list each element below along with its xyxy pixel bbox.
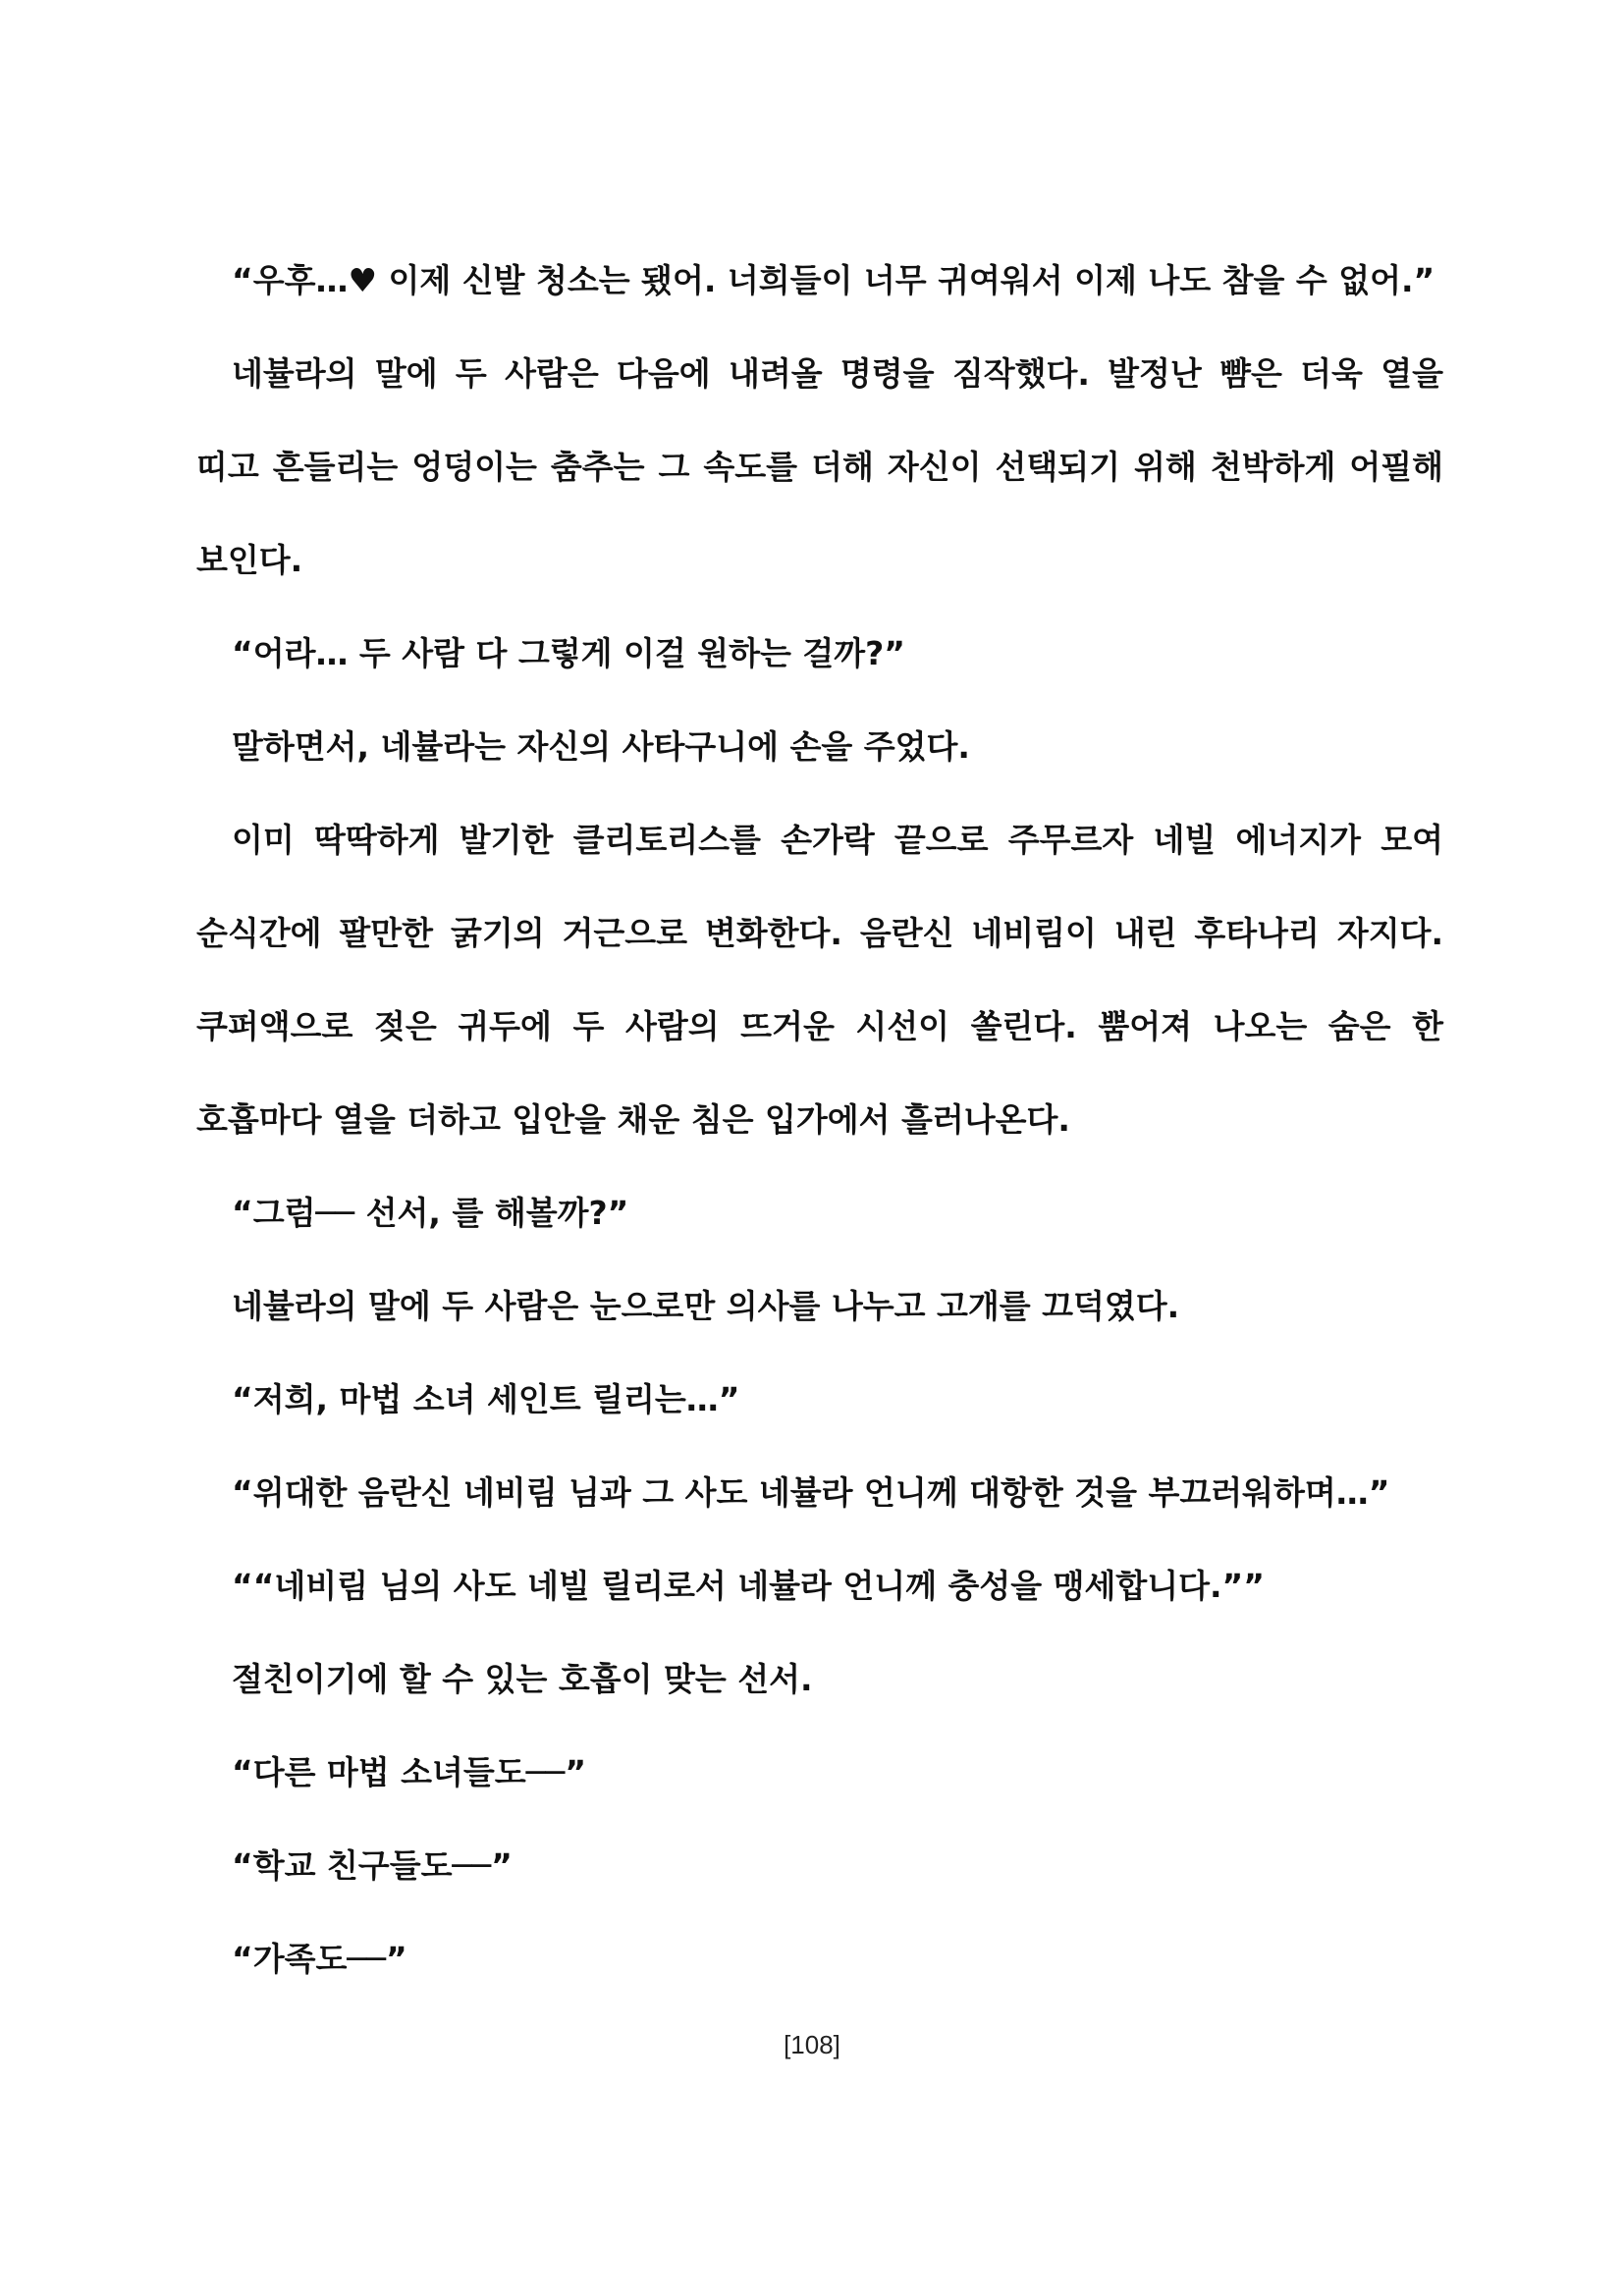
paragraph: 네뷸라의 말에 두 사람은 다음에 내려올 명령을 짐작했다. 발정난 뺨은 더욱 열을 띠고 흔들리는 엉덩이는 춤추는 그 속도를 더해 자신이 선택되기 위해 천박하게 어필해 보인다. xyxy=(196,354,1443,579)
paragraph: ““네비림 님의 사도 네빌 릴리로서 네뷸라 언니께 충성을 맹세합니다.”” xyxy=(232,1567,1265,1605)
paragraph: “어라… 두 사람 다 그렇게 이걸 원하는 걸까?” xyxy=(232,634,905,672)
body-text xyxy=(196,234,1443,2005)
paragraph: “학교 친구들도──” xyxy=(232,1846,513,1885)
paragraph: “그럼── 선서, 를 해볼까?” xyxy=(232,1194,629,1232)
paragraph: 이미 딱딱하게 발기한 클리토리스를 손가락 끝으로 주무르자 네빌 에너지가 모여 순식간에 팔만한 굵기의 거근으로 변화한다. 음란신 네비림이 내린 후타나리 자지다. 쿠퍼액으로 젖은 귀두에 두 사람의 뜨거운 시선이 쏠린다. 뿜어져 나오는 숨은 한 호흡마다 열을 더하고 입안을 채운 침은 입가에서 흘러나온다. xyxy=(196,821,1443,1139)
paragraph: “다른 마법 소녀들도──” xyxy=(232,1753,587,1791)
page-number: [108] xyxy=(784,2030,840,2059)
paragraph: “위대한 음란신 네비림 님과 그 사도 네뷸라 언니께 대항한 것을 부끄러워하며…” xyxy=(232,1473,1390,1512)
paragraph: “가족도──” xyxy=(232,1940,407,1978)
paragraph: “저희, 마법 소녀 세인트 릴리는…” xyxy=(232,1380,740,1418)
paragraph: 절친이기에 할 수 있는 호흡이 맞는 선서. xyxy=(232,1660,813,1698)
paragraph: 네뷸라의 말에 두 사람은 눈으로만 의사를 나누고 고개를 끄덕였다. xyxy=(232,1287,1180,1325)
paragraph: “우후…♥ 이제 신발 청소는 됐어. 너희들이 너무 귀여워서 이제 나도 참을 수 없어.” xyxy=(232,261,1435,299)
paragraph: 말하면서, 네뷸라는 자신의 사타구니에 손을 주었다. xyxy=(232,727,970,766)
